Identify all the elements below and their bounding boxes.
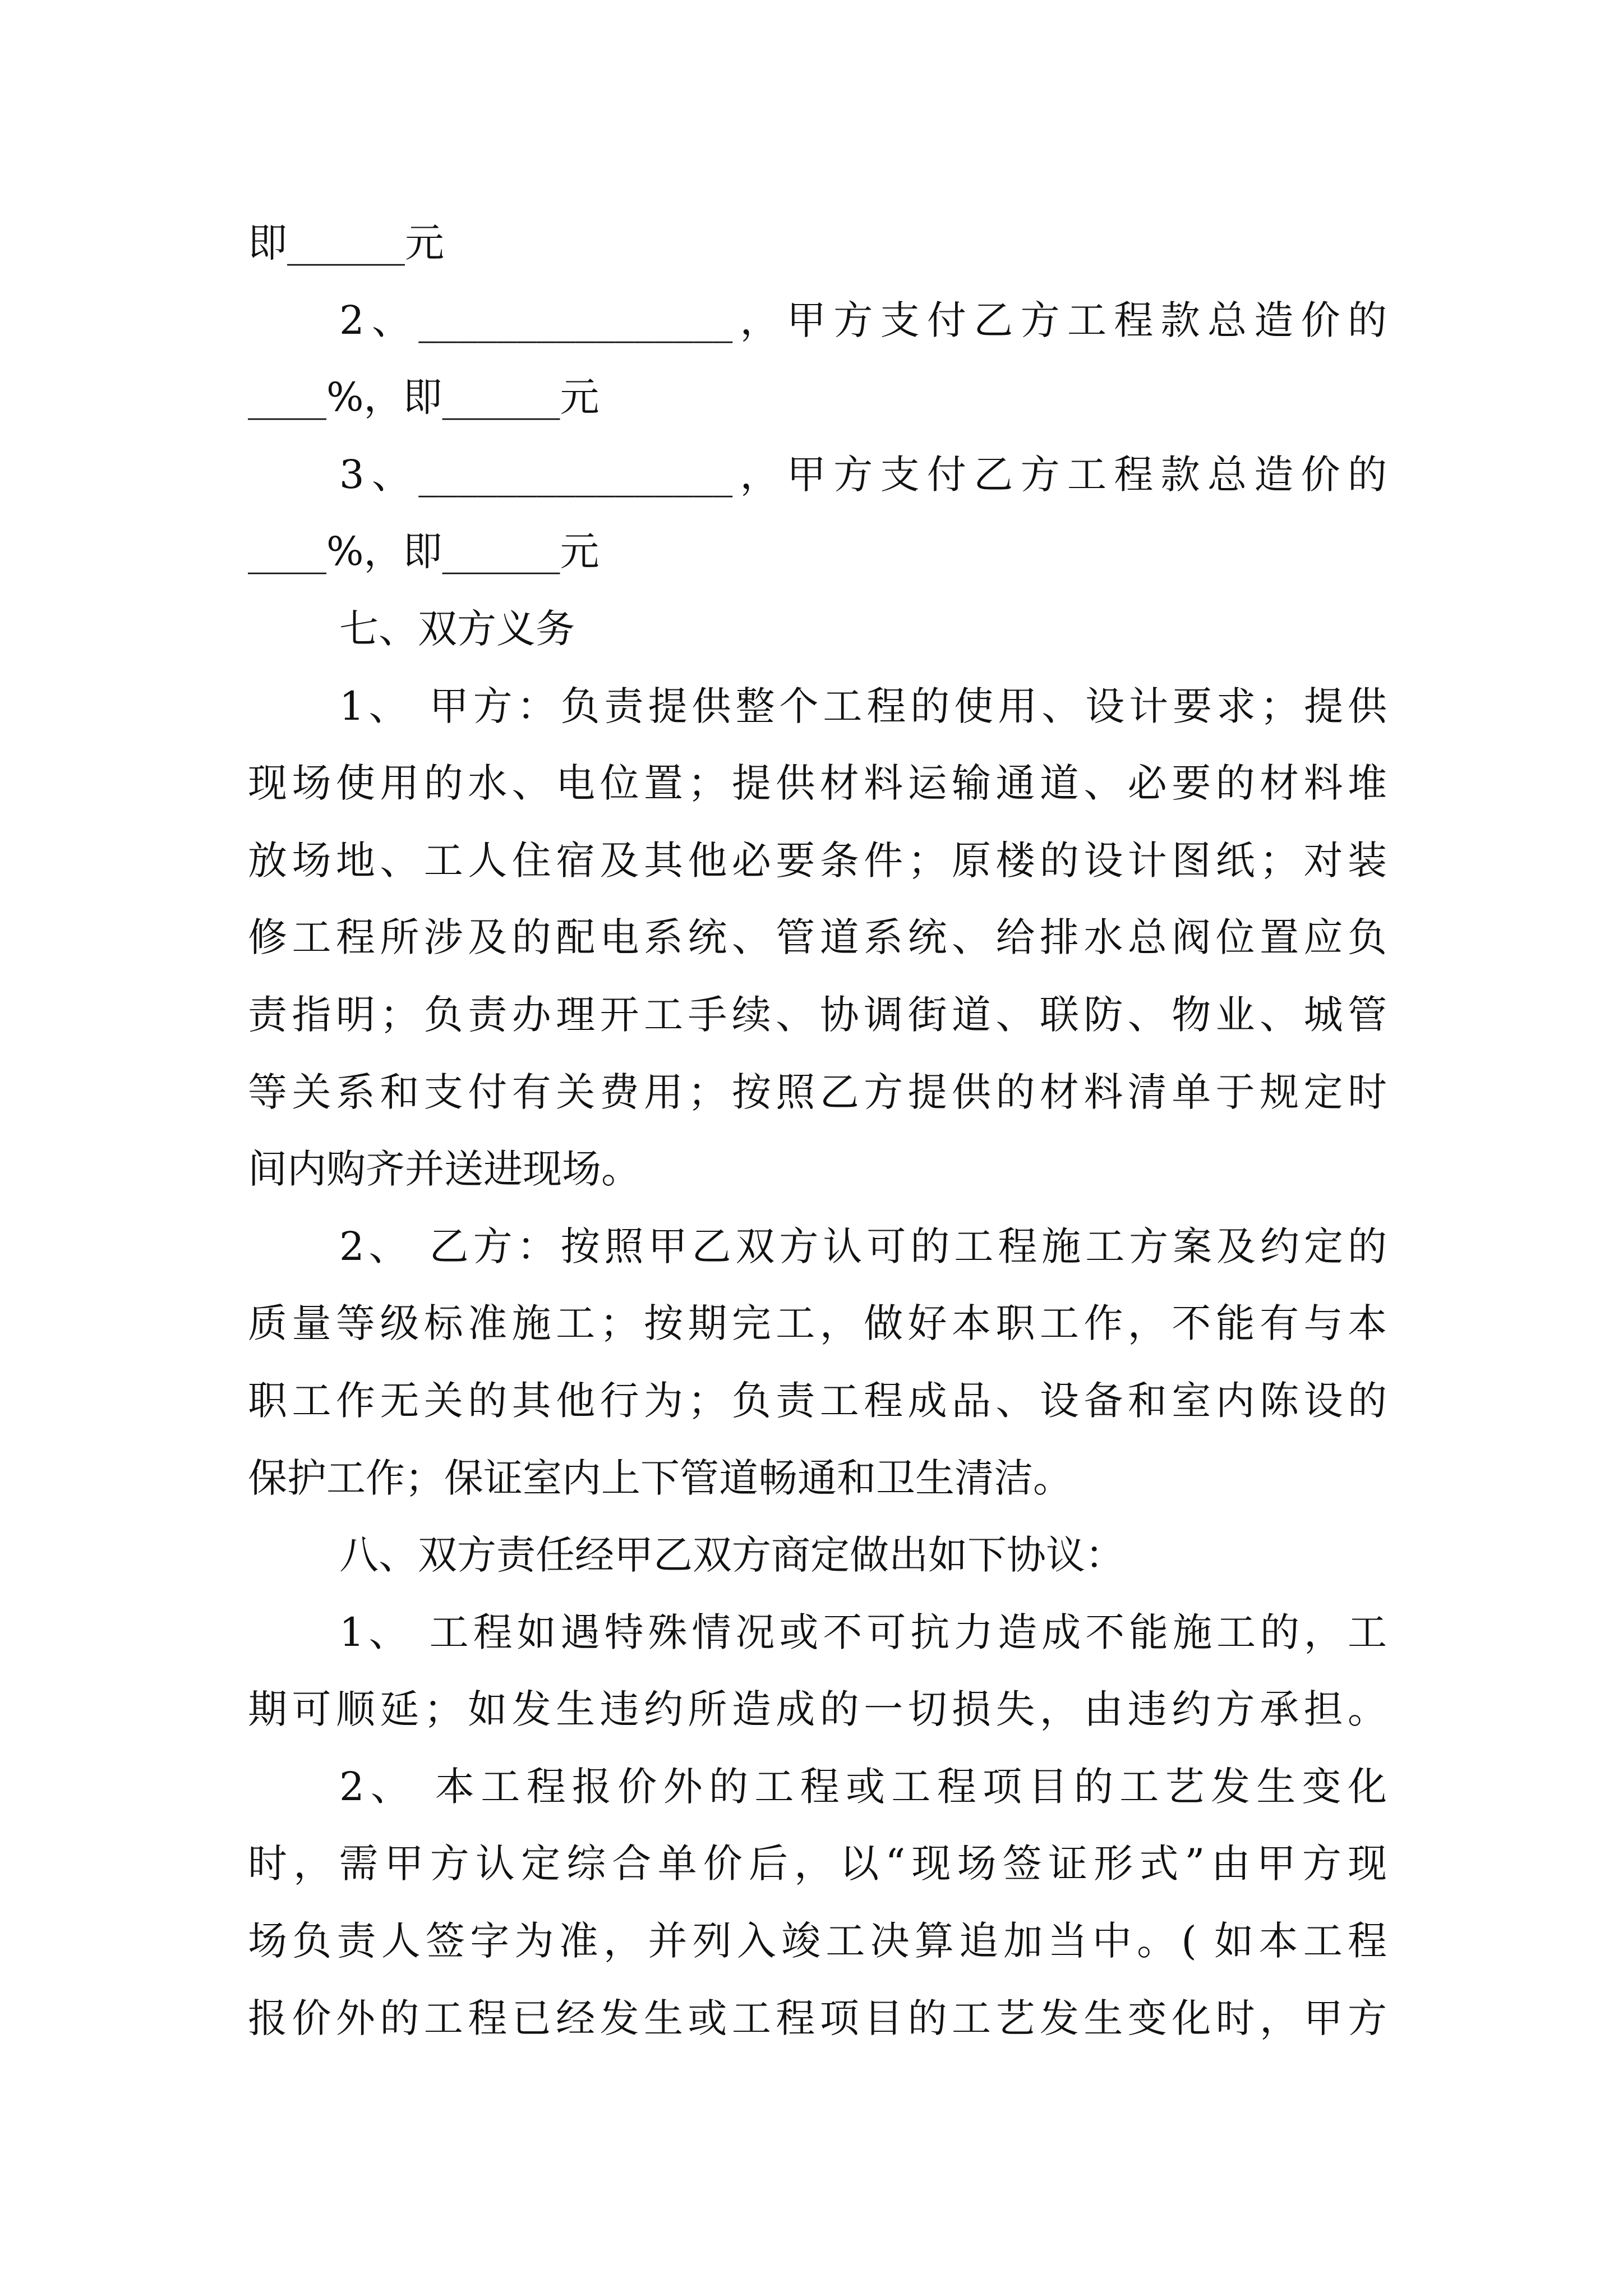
- text-line: 报价外的工程已经发生或工程项目的工艺发生变化时，甲方: [248, 1995, 1387, 2041]
- text-line: 现场使用的水、电位置；提供材料运输通道、必要的材料堆: [248, 760, 1387, 807]
- text-line: ____%，即______元: [248, 374, 600, 421]
- text-line: 即______元: [248, 220, 444, 266]
- text-line: 场负责人签字为准，并列入竣工决算追加当中。( 如本工程: [248, 1918, 1387, 1964]
- text-line: 职工作无关的其他行为；负责工程成品、设备和室内陈设的: [248, 1377, 1387, 1424]
- text-line: 1、 工程如遇特殊情况或不可抗力造成不能施工的，工: [339, 1609, 1387, 1655]
- text-line: 八、双方责任经甲乙双方商定做出如下协议：: [339, 1532, 1124, 1579]
- text-line: 等关系和支付有关费用；按照乙方提供的材料清单于规定时: [248, 1069, 1387, 1115]
- text-line: 2、 乙方：按照甲乙双方认可的工程施工方案及约定的: [339, 1223, 1387, 1269]
- text-line: 时，需甲方认定综合单价后，以“现场签证形式”由甲方现: [248, 1841, 1387, 1887]
- text-line: 2、 本工程报价外的工程或工程项目的工艺发生变化: [339, 1763, 1387, 1810]
- text-line: 保护工作；保证室内上下管道畅通和卫生清洁。: [248, 1455, 1072, 1501]
- document-page: [248, 205, 1387, 2057]
- text-line: 七、双方义务: [339, 605, 575, 652]
- text-line: 3、________________，甲方支付乙方工程款总造价的: [339, 451, 1387, 498]
- text-line: 间内购齐并送进现场。: [248, 1146, 640, 1193]
- text-line: 期可顺延；如发生违约所造成的一切损失，由违约方承担。: [248, 1686, 1387, 1733]
- text-line: 质量等级标准施工；按期完工，做好本职工作，不能有与本: [248, 1300, 1387, 1347]
- text-line: 责指明；负责办理开工手续、协调街道、联防、物业、城管: [248, 991, 1387, 1038]
- text-line: 2、________________，甲方支付乙方工程款总造价的: [339, 297, 1387, 343]
- text-line: 放场地、工人住宿及其他必要条件；原楼的设计图纸；对装: [248, 837, 1387, 884]
- text-line: ____%，即______元: [248, 528, 600, 575]
- text-line: 修工程所涉及的配电系统、管道系统、给排水总阀位置应负: [248, 914, 1387, 961]
- text-line: 1、 甲方：负责提供整个工程的使用、设计要求；提供: [339, 683, 1387, 729]
